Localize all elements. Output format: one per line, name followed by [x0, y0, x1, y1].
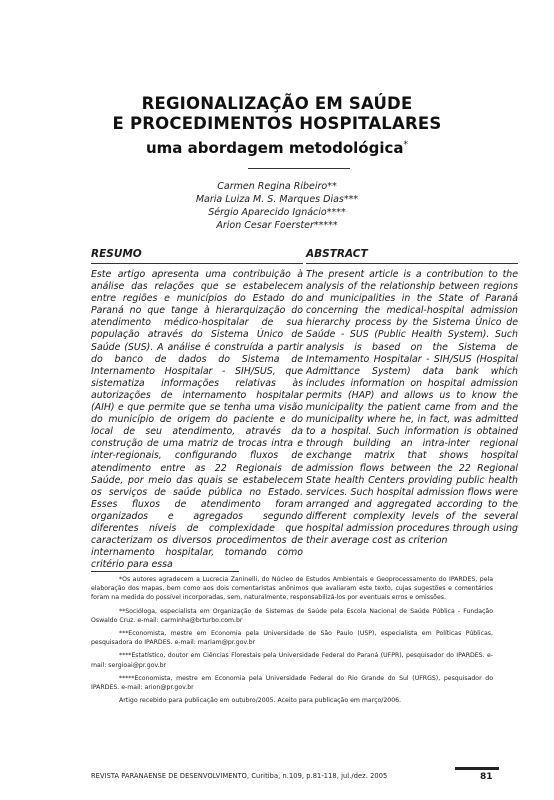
footnotes: [91, 575, 493, 709]
resumo-column: [91, 248, 303, 571]
journal-footer: REVISTA PARANAENSE DE DESENVOLVIMENTO, Curitiba, n.109, p.81-118, jul./dez. 2005: [91, 772, 388, 780]
resumo-text: Este artigo apresenta uma contribuição à análise das relações que se estabelecem entre regiões e municípios do Estado do Paraná no que tange à hierarquização do atendimento médico-hospitalar de sua população através do Sistema Único de Saúde (SUS). A análise é construída a partir do banco de dados do Sistema de Internamento Hospitalar - SIH/SUS, que sistematiza informações relativas às autorizações de internamento hospitalar (AIH) e que permite que se tenha uma visão do município de origem do paciente e do local de seu atendimento, através da construção de uma matriz de trocas intra e inter-regionais, configurando fluxos de atendimento entre as 22 Regionais de Saúde, por meio das quais se estabelecem os serviços de saúde pública no Estado. Esses fluxos de atendimento foram organizados e agregados segundo diferentes níveis de complexidade que caracterizam os diversos procedimentos de internamento hospitalar, tomando como critério para essa: [91, 269, 303, 571]
footnote-author: ***Economista, mestre em Economia pela Universidade de São Paulo (USP), especialista em Políticas Públicas, pesquisadora do IPARDES. e-mail: mariam@pr.gov.br: [91, 630, 493, 647]
subtitle: [0, 135, 554, 158]
title-divider: [248, 168, 350, 169]
author: Sérgio Aparecido Ignácio****: [208, 207, 346, 218]
footnote-divider: [91, 571, 239, 572]
footer-bar: [455, 767, 499, 770]
footnote-author: ****Estatístico, doutor em Ciências Florestais pela Universidade Federal do Paraná (UFPR), pesquisador do IPARDES. e-mail: sergioai@pr.gov.br: [91, 652, 493, 669]
subtitle-footnote-mark: *: [403, 140, 408, 150]
abstract-heading: ABSTRACT: [306, 248, 518, 264]
author-list: [0, 180, 554, 232]
received-note: Artigo recebido para publicação em outubro/2005. Aceito para publicação em março/2006.: [119, 697, 402, 705]
abstract-text: The present article is a contribution to the analysis of the relationship between regions and municipalities in the State of Paraná concerning the medical-hospital admission hierarchy process by the Sistema Único de Saúde - SUS (Public Health System). Such analysis is based on the Sistema de Intemamento Hospitalar - SIH/SUS (Hospital Admittance System) data bank which includes information on hospital admission permits (HAP) and allows us to know the municipality the patient came from and the municipality where he, in fact, was admitted to a hospital. Such information is obtained through building an intra-inter regional exchange matrix that shows hospital admission flows between the 22 Regional State health Centers providing public health services. Such hospital admission flows were arranged and aggregated according to the different complexity levels of the several hospital admission procedures through using their average cost as criterion: [306, 269, 518, 547]
abstract-column: [306, 248, 518, 547]
title-line-1: REGIONALIZAÇÃO EM SAÚDE: [141, 94, 413, 113]
page-number: 81: [480, 772, 493, 782]
subtitle-text: uma abordagem metodológica: [146, 139, 404, 157]
footnote-author: **Socióloga, especialista em Organização de Sistemas de Saúde pela Escola Nacional de Saúde Pública - Fundação Oswaldo Cruz. e-mail: carminha@brturbo.com.br: [91, 607, 493, 624]
resumo-heading: RESUMO: [91, 248, 303, 264]
author: Arion Cesar Foerster*****: [216, 220, 338, 231]
footnote-acknowledgement: *Os autores agradecem a Lucrecia Zaninelli, do Núcleo de Estudos Ambientais e Geoprocessamento do IPARDES, pela elaboração dos mapas, bem como aos dois comentaristas anônimos que avaliaram este texto, cujas sugestões e comentários foram na medida do possível incorporadas, sem, naturalmente, responsabilizá-los por eventuais erros e omissões.: [91, 576, 493, 602]
title-block: [0, 94, 554, 158]
author: Carmen Regina Ribeiro**: [217, 181, 337, 192]
author: Maria Luiza M. S. Marques Dias***: [195, 194, 359, 205]
title-line-2: E PROCEDIMENTOS HOSPITALARES: [112, 114, 442, 133]
footnote-author: *****Economista, mestre em Economia pela Universidade Federal do Rio Grande do Sul (UFRGS), pesquisador do IPARDES. e-mail: arion@pr.gov.br: [91, 674, 493, 692]
